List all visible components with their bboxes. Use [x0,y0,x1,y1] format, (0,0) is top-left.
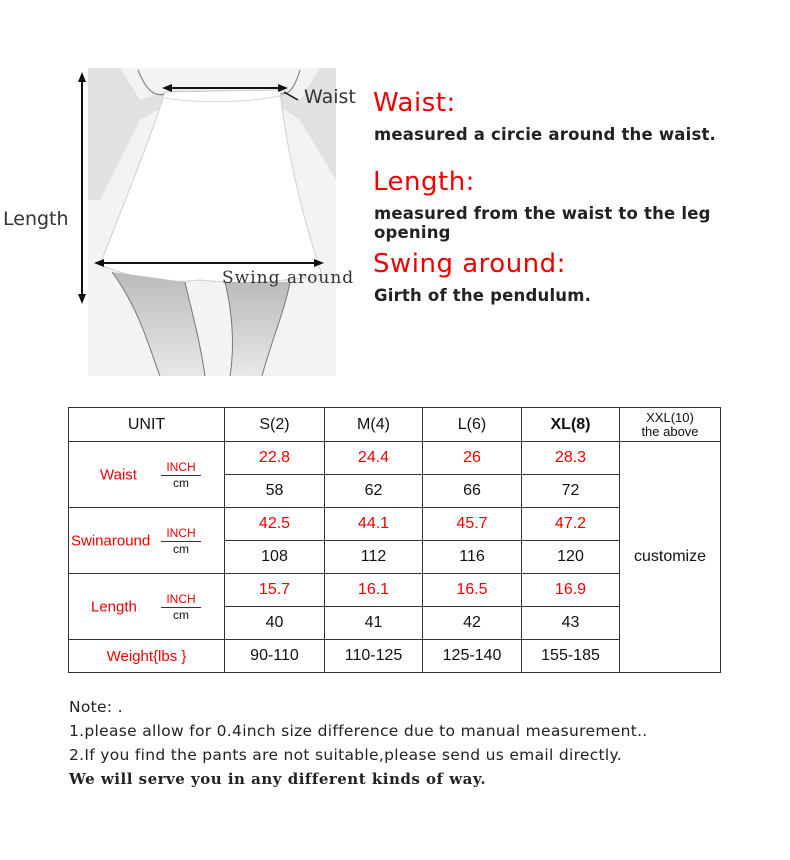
table-cell: 155-185 [522,640,620,673]
table-cell: 62 [325,475,423,508]
table-cell: 90-110 [225,640,325,673]
table-cell: 24.4 [325,442,423,475]
table-cell: 16.9 [522,574,620,607]
waist-definition-text: measured a circie around the waist. [374,125,717,144]
header-size-xxl [620,408,721,442]
table-cell: 28.3 [522,442,620,475]
header-xxl-line2: the above [641,423,699,439]
waist-label: Waist [100,466,137,483]
table-cell: 112 [325,541,423,574]
length-definition-title: Length: [373,167,475,197]
table-cell: 42.5 [225,508,325,541]
swinaround-row-label [69,508,225,574]
waist-arrow-label: Waist [304,86,356,108]
customize-cell: customize [620,442,721,673]
unit-cm: cm [173,607,189,622]
table-cell: 47.2 [522,508,620,541]
header-size-l: L(6) [423,408,522,442]
table-cell: 22.8 [225,442,325,475]
table-cell: 110-125 [325,640,423,673]
length-definition-text: measured from the waist to the leg opening [374,204,711,242]
table-header-row [69,408,721,442]
waist-row-label [69,442,225,508]
waist-definition-title: Waist: [373,88,456,118]
length-label: Length [91,598,137,615]
table-cell: 16.5 [423,574,522,607]
table-cell: 26 [423,442,522,475]
unit-inch: INCH [161,592,201,608]
table-cell: 16.1 [325,574,423,607]
table-row [69,442,721,475]
size-chart-table [68,407,721,673]
length-row-label [69,574,225,640]
table-cell: 41 [325,607,423,640]
swinaround-label: Swinaround [71,532,151,549]
table-cell: 108 [225,541,325,574]
table-cell: 45.7 [423,508,522,541]
table-cell: 15.7 [225,574,325,607]
table-cell: 125-140 [423,640,522,673]
swing-definition-title: Swing around: [373,249,566,279]
unit-inch: INCH [161,460,201,476]
table-cell: 116 [423,541,522,574]
header-unit: UNIT [69,408,225,442]
swing-definition-text: Girth of the pendulum. [374,286,592,305]
table-cell: 72 [522,475,620,508]
unit-fraction [161,526,201,556]
unit-fraction [161,460,201,490]
header-xxl-line1: XXL(10) [646,409,694,425]
table-cell: 120 [522,541,620,574]
note-line-1: 1.please allow for 0.4inch size difference due to manual measurement.. [69,722,648,740]
note-line-2: 2.If you find the pants are not suitable,please send us email directly. [69,746,623,764]
header-size-xl: XL(8) [522,408,620,442]
swing-arrow-label: Swing around [222,268,355,288]
unit-cm: cm [173,541,189,556]
weight-label: Weight{lbs } [69,640,225,673]
unit-inch: INCH [161,526,201,542]
header-size-m: M(4) [325,408,423,442]
table-cell: 66 [423,475,522,508]
length-arrow-label: Length [3,208,69,230]
note-line-3: We will serve you in any different kinds of way. [69,770,487,788]
table-cell: 58 [225,475,325,508]
unit-cm: cm [173,475,189,490]
note-heading: Note: . [69,698,123,716]
table-cell: 43 [522,607,620,640]
table-cell: 44.1 [325,508,423,541]
header-size-s: S(2) [225,408,325,442]
table-cell: 40 [225,607,325,640]
table-cell: 42 [423,607,522,640]
unit-fraction [161,592,201,622]
